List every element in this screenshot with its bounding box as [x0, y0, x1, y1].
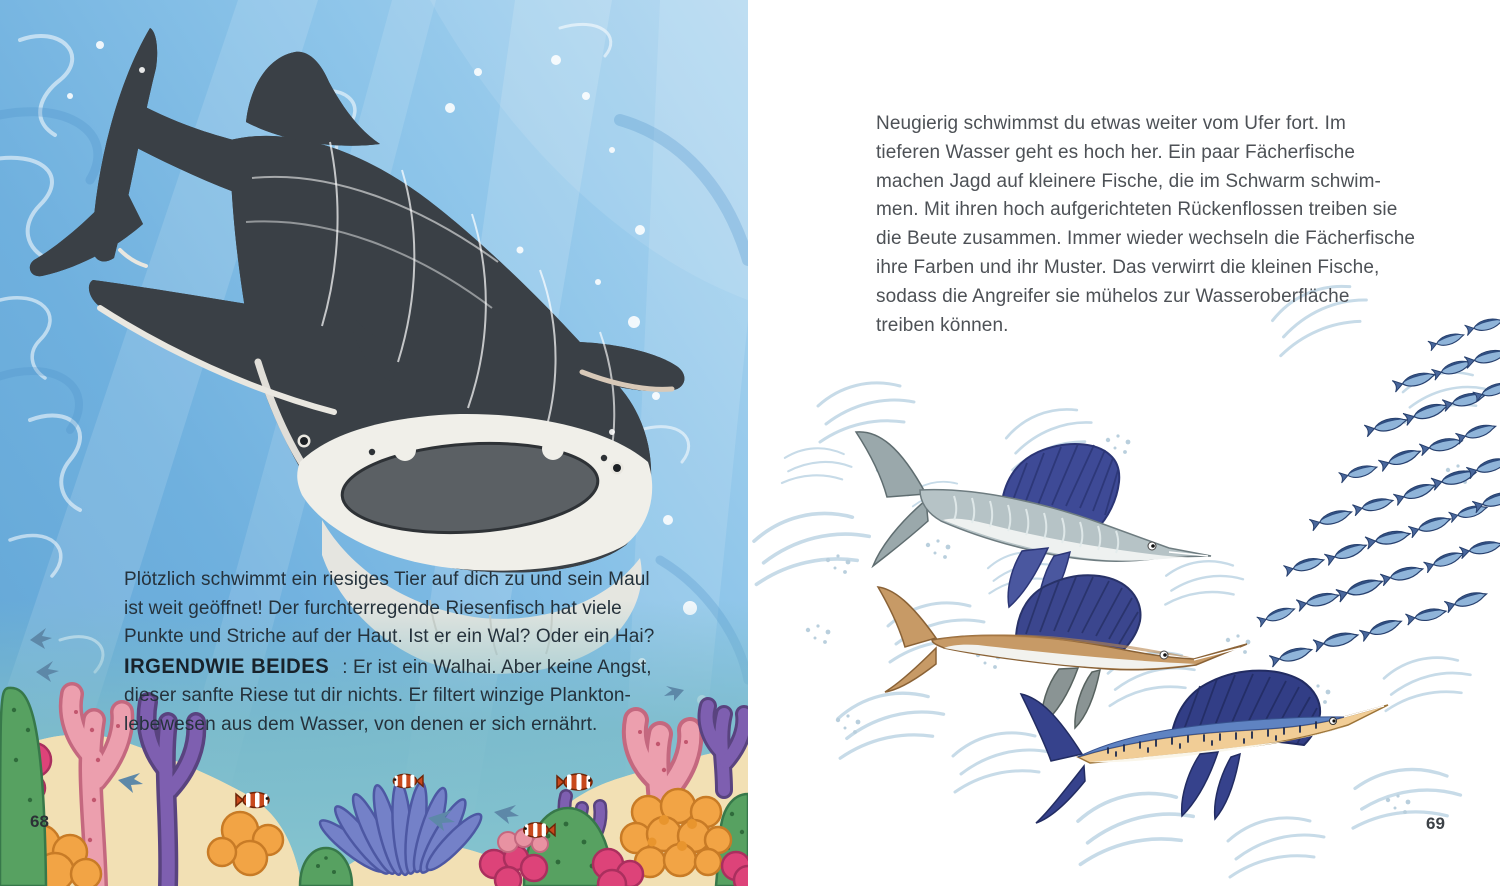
emphasis-heading: IRGENDWIE BEIDES	[124, 653, 330, 678]
text-line: machen Jagd auf kleinere Fische, die im Schwarm schwim-	[876, 170, 1381, 192]
text-line: ihre Farben und ihr Muster. Das verwirrt die kleinen Fische,	[876, 256, 1380, 278]
shark-nostril-left	[369, 449, 375, 455]
text-line: sodass die Angreifer sie mühelos zur Wasseroberfläche	[876, 285, 1350, 307]
sailfish-gray	[856, 432, 1211, 616]
left-page	[0, 0, 748, 886]
text-line-emphasis	[124, 652, 684, 683]
sailfish-tan-tail	[885, 648, 936, 692]
sailfish-tan-tail	[878, 587, 936, 647]
text-line: men. Mit ihren hoch aufgerichteten Rückenflossen treiben sie	[876, 199, 1398, 221]
text-line: treiben können.	[876, 314, 1009, 336]
sailfish-gray-tail	[873, 500, 928, 566]
sailfish-gray-tail	[856, 432, 926, 497]
shark-nostril-right	[601, 455, 607, 461]
left-paragraph	[124, 566, 684, 740]
sailfish-blue-pelvic-fin	[1215, 754, 1240, 819]
text-line: dieser sanfte Riese tut dir nichts. Er filtert winzige Plankton-	[124, 685, 631, 707]
sailfish-blue	[1021, 671, 1388, 823]
sailfish-tan-pelvic-fin	[1075, 670, 1100, 728]
water-swirls	[754, 281, 1485, 877]
sailfish-blue-pelvic-fin	[1182, 752, 1218, 816]
whale-shark-illustration	[0, 0, 748, 886]
text-line: ist weit geöffnet! Der furchterregende Riesenfisch hat viele	[124, 597, 622, 619]
page-number-right: 69	[1426, 814, 1445, 833]
page-number-left: 68	[30, 812, 49, 831]
text-line: lebewesen aus dem Wasser, von denen er sich ernährt.	[124, 713, 598, 735]
right-page	[748, 0, 1500, 886]
baitfish-school	[1257, 315, 1500, 667]
right-paragraph	[876, 110, 1436, 340]
text-line: tieferen Wasser geht es hoch her. Ein paar Fächerfische	[876, 141, 1355, 163]
text-line: die Beute zusammen. Immer wieder wechseln die Fächerfische	[876, 228, 1416, 250]
emphasis-rest: : Er ist ein Walhai. Aber keine Angst,	[342, 656, 652, 678]
text-line: Punkte und Striche auf der Haut. Ist er ein Wal? Oder ein Hai?	[124, 626, 655, 648]
text-line: Plötzlich schwimmt ein riesiges Tier auf dich zu und sein Maul	[124, 569, 650, 590]
text-line: Neugierig schwimmst du etwas weiter vom Ufer fort. Im	[876, 113, 1346, 134]
sailfish-blue-tail	[1036, 766, 1085, 823]
